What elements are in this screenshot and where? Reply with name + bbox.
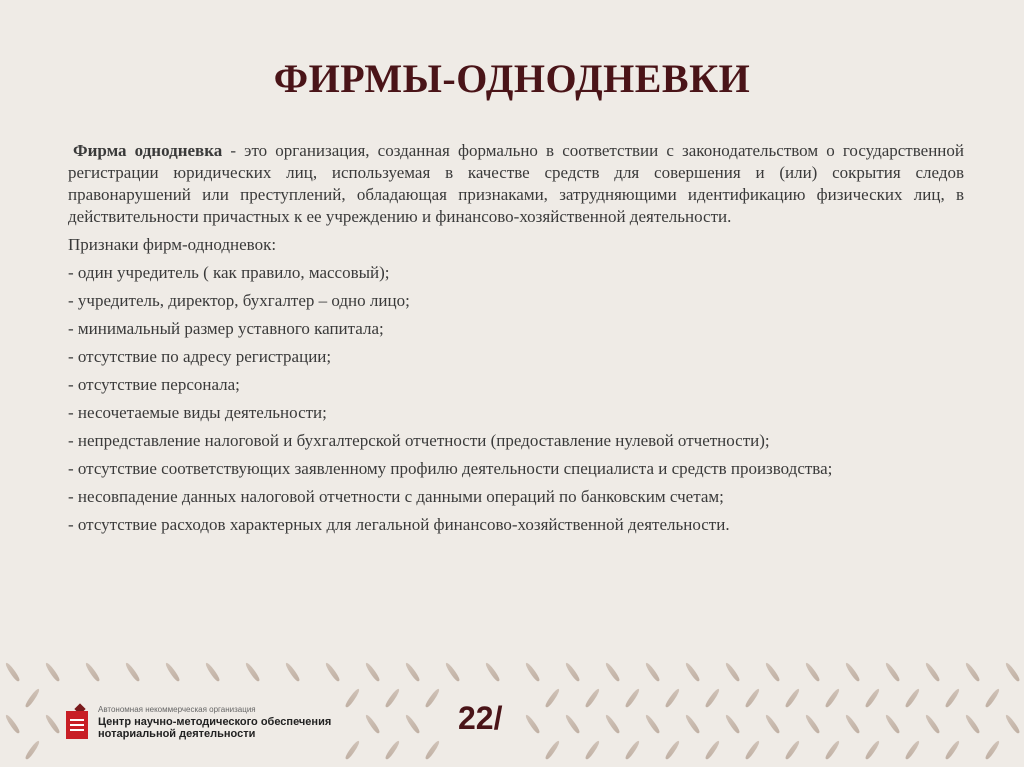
feather-icon <box>624 688 641 709</box>
feather-icon <box>584 688 601 709</box>
feather-icon <box>644 662 661 683</box>
feather-icon <box>1004 714 1021 735</box>
footer-logo <box>66 700 336 744</box>
feather-icon <box>384 688 401 709</box>
feather-icon <box>444 662 461 683</box>
signs-list <box>68 262 964 536</box>
feather-icon <box>564 662 581 683</box>
feather-icon <box>904 740 921 761</box>
feather-icon <box>124 662 141 683</box>
feather-icon <box>944 740 961 761</box>
feather-icon <box>924 662 941 683</box>
feather-icon <box>384 740 401 761</box>
feather-icon <box>244 662 261 683</box>
feather-icon <box>324 662 341 683</box>
feather-icon <box>44 714 61 735</box>
definition-paragraph <box>68 140 964 228</box>
slide-title: ФИРМЫ-ОДНОДНЕВКИ <box>273 56 751 101</box>
feather-icon <box>624 740 641 761</box>
feather-icon <box>964 714 981 735</box>
feather-icon <box>484 662 501 683</box>
feather-icon <box>804 714 821 735</box>
feather-icon <box>524 662 541 683</box>
feather-icon <box>824 688 841 709</box>
feather-icon <box>864 740 881 761</box>
feather-icon <box>404 714 421 735</box>
feather-icon <box>924 714 941 735</box>
signs-heading: Признаки фирм-однодневок: <box>68 235 277 254</box>
feather-icon <box>424 688 441 709</box>
sign-item: - отсутствие соответствующих заявленному профилю деятельности специалиста и средств производства; <box>68 459 833 478</box>
feather-icon <box>544 740 561 761</box>
feather-icon <box>84 662 101 683</box>
feather-icon <box>984 740 1001 761</box>
feather-icon <box>904 688 921 709</box>
feather-icon <box>704 740 721 761</box>
feather-icon <box>664 688 681 709</box>
slide-content <box>68 140 964 542</box>
feather-icon <box>604 662 621 683</box>
notary-center-logo-icon <box>66 705 88 739</box>
sign-item: - учредитель, директор, бухгалтер – одно лицо; <box>68 291 410 310</box>
feather-icon <box>684 662 701 683</box>
feather-icon <box>364 714 381 735</box>
sign-item: - отсутствие персонала; <box>68 375 240 394</box>
feather-icon <box>344 688 361 709</box>
feather-icon <box>844 662 861 683</box>
feather-icon <box>44 662 61 683</box>
feather-icon <box>784 740 801 761</box>
feather-icon <box>404 662 421 683</box>
sign-item: - несовпадение данных налоговой отчетности с данными операций по банковским счетам; <box>68 487 724 506</box>
feather-icon <box>584 740 601 761</box>
feather-icon <box>824 740 841 761</box>
feather-icon <box>644 714 661 735</box>
feather-icon <box>524 714 541 735</box>
definition-text: - это организация, созданная формально в соответствии с законодательством о государственной регистрации юридических лиц, используемая в качестве средств для совершения и (или) сокрытия следов правонарушений или преступлений, обладающая признаками, затрудняющими идентификацию физических лиц, в действительности причастных к ее учреждению и финансово-хозяйственной деятельности. <box>68 141 965 226</box>
feather-icon <box>544 688 561 709</box>
feather-icon <box>1004 662 1021 683</box>
feather-icon <box>4 714 21 735</box>
feather-icon <box>844 714 861 735</box>
sign-item: - отсутствие по адресу регистрации; <box>68 347 332 366</box>
org-name <box>98 704 331 740</box>
feather-icon <box>424 740 441 761</box>
feather-icon <box>884 714 901 735</box>
feather-icon <box>764 714 781 735</box>
org-line-1: Автономная некоммерческая организация <box>98 705 256 714</box>
feather-icon <box>564 714 581 735</box>
feather-icon <box>784 688 801 709</box>
definition-term: Фирма однодневка <box>73 141 223 160</box>
feather-icon <box>4 662 21 683</box>
sign-item: - один учредитель ( как правило, массовый); <box>68 263 390 282</box>
feather-icon <box>344 740 361 761</box>
feather-icon <box>704 688 721 709</box>
feather-icon <box>724 714 741 735</box>
feather-icon <box>864 688 881 709</box>
feather-icon <box>164 662 181 683</box>
feather-icon <box>964 662 981 683</box>
feather-icon <box>804 662 821 683</box>
feather-icon <box>724 662 741 683</box>
feather-icon <box>884 662 901 683</box>
feather-icon <box>24 740 41 761</box>
feather-icon <box>744 740 761 761</box>
sign-item: - непредставление налоговой и бухгалтерской отчетности (предоставление нулевой отчетности); <box>68 431 770 450</box>
org-line-3: нотариальной деятельности <box>98 728 256 740</box>
feather-icon <box>944 688 961 709</box>
feather-icon <box>744 688 761 709</box>
feather-icon <box>204 662 221 683</box>
feather-icon <box>284 662 301 683</box>
feather-icon <box>664 740 681 761</box>
feather-icon <box>764 662 781 683</box>
org-line-2: Центр научно-методического обеспечения <box>98 716 332 728</box>
sign-item: - отсутствие расходов характерных для легальной финансово-хозяйственной деятельности. <box>68 515 730 534</box>
feather-icon <box>684 714 701 735</box>
feather-icon <box>984 688 1001 709</box>
feather-icon <box>604 714 621 735</box>
sign-item: - минимальный размер уставного капитала; <box>68 319 384 338</box>
feather-icon <box>24 688 41 709</box>
page-number: 22/ <box>458 700 503 736</box>
feather-icon <box>364 662 381 683</box>
sign-item: - несочетаемые виды деятельности; <box>68 403 327 422</box>
